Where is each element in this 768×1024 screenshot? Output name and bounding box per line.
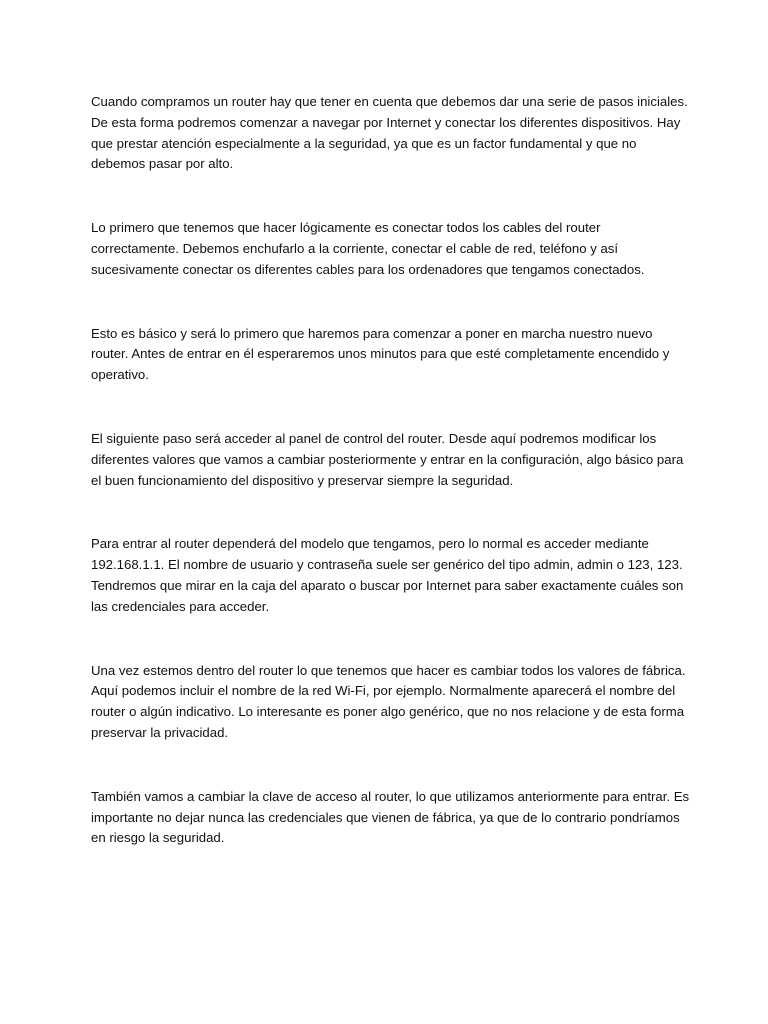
document-body xyxy=(91,92,691,849)
paragraph-6: Una vez estemos dentro del router lo que tenemos que hacer es cambiar todos los valores de fábrica. Aquí podemos incluir el nombre de la red Wi-Fi, por ejemplo. Normalmente aparecerá el nombre del router o algún indicativo. Lo interesante es poner algo genérico, que no nos relacione y de esta forma preservar la privacidad. xyxy=(91,662,686,740)
paragraph-4: El siguiente paso será acceder al panel de control del router. Desde aquí podremos modificar los diferentes valores que vamos a cambiar posteriormente y entrar en la configuración, algo básico para el buen funcionamiento del dispositivo y preservar siempre la seguridad. xyxy=(91,430,684,488)
paragraph-2: Lo primero que tenemos que hacer lógicamente es conectar todos los cables del router correctamente. Debemos enchufarlo a la corriente, conectar el cable de red, teléfono y así sucesivamente conectar os diferentes cables para los ordenadores que tengamos conectados. xyxy=(91,220,645,277)
paragraph-3: Esto es básico y será lo primero que haremos para comenzar a poner en marcha nuestro nuevo router. Antes de entrar en él esperaremos unos minutos para que esté completamente encendido y operativo. xyxy=(91,325,670,383)
paragraph-1: Cuando compramos un router hay que tener en cuenta que debemos dar una serie de pasos iniciales. De esta forma podremos comenzar a navegar por Internet y conectar los diferentes dispositivos. Hay que prestar atención especialmente a la seguridad, ya que es un factor fundamental y que no debemos pasar por alto. xyxy=(91,94,688,172)
paragraph-7: También vamos a cambiar la clave de acceso al router, lo que utilizamos anteriormente para entrar. Es importante no dejar nunca las credenciales que vienen de fábrica, ya que de lo contrario pondríamos en riesgo la seguridad. xyxy=(91,788,690,846)
paragraph-5: Para entrar al router dependerá del modelo que tengamos, pero lo normal es acceder mediante 192.168.1.1. El nombre de usuario y contraseña suele ser genérico del tipo admin, admin o 123, 123. Tendremos que mirar en la caja del aparato o buscar por Internet para saber exactamente cuáles son las credenciales para acceder. xyxy=(91,536,684,614)
